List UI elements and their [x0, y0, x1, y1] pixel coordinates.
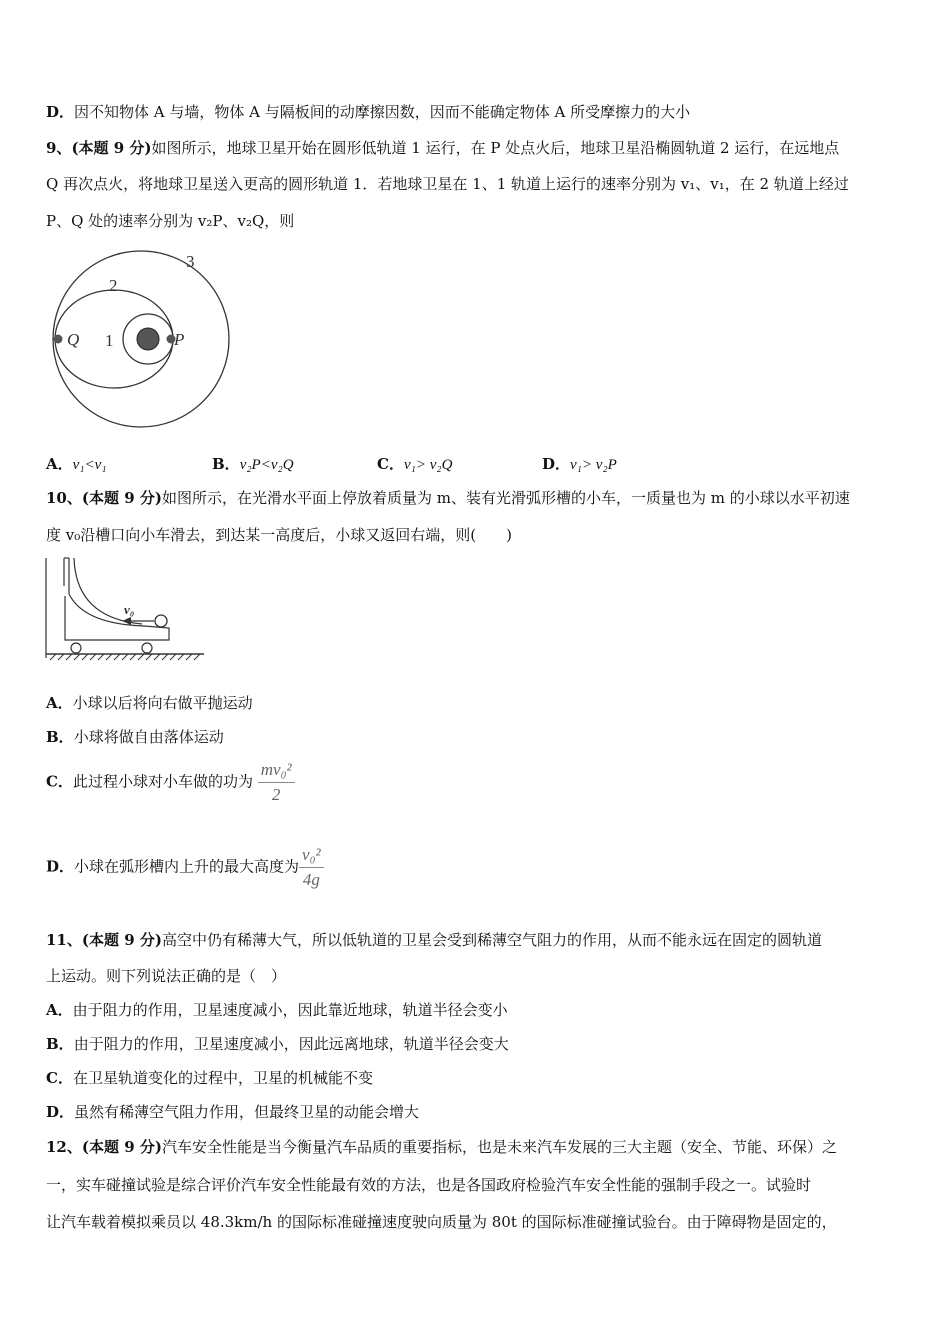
stem-text: 汽车安全性能是当今衡量汽车品质的重要指标，也是未来汽车发展的三大主题（安全、节能、环保）之	[161, 1138, 837, 1156]
q10-stem-line2: 度 v₀沿槽口向小车滑去，到达某一高度后，小球又返回右端，则( )	[46, 526, 512, 544]
q10-option-d[interactable]	[46, 845, 324, 890]
option-text: 小球以后将向右做平抛运动	[72, 694, 253, 712]
choice-label: D．	[542, 455, 571, 473]
label-p: P	[174, 330, 185, 349]
option-text: 因不知物体 A 与墙，物体 A 与隔板间的动摩擦因数，因而不能确定物体 A 所受摩擦力的大小	[74, 103, 691, 121]
q12-stem-line1	[46, 1136, 837, 1158]
choice-text: v₂P<v₂Q	[239, 457, 294, 473]
label-orbit-3: 3	[186, 252, 195, 271]
q9-choice-b[interactable]	[212, 453, 294, 474]
option-text: 小球将做自由落体运动	[73, 728, 224, 746]
option-label: A．	[46, 1001, 73, 1019]
option-label: A．	[46, 694, 73, 712]
q11-option-c[interactable]	[46, 1067, 373, 1089]
cart-body	[65, 558, 169, 640]
ball	[155, 615, 167, 627]
option-text: 由于阻力的作用，卫星速度减小，因此靠近地球，轨道半径会变小	[72, 1001, 508, 1019]
formula-denominator: 2	[271, 785, 281, 804]
option-text: 虽然有稀薄空气阻力作用，但最终卫星的动能会增大	[74, 1103, 420, 1121]
q10-option-a[interactable]	[46, 692, 253, 714]
option-text: 由于阻力的作用，卫星速度减小，因此远离地球，轨道半径会变大	[73, 1035, 509, 1053]
q11-option-a[interactable]	[46, 999, 508, 1021]
choice-label: C．	[377, 455, 404, 473]
option-label: B．	[46, 728, 74, 746]
wheel-left	[71, 643, 81, 653]
question-number: 9、	[46, 139, 72, 157]
q9-stem-line2: Q 再次点火，将地球卫星送入更高的圆形轨道 1．若地球卫星在 1、1 轨道上运行的速率分别为 v₁、v₁，在 2 轨道上经过	[46, 175, 849, 193]
question-number: 11、	[46, 931, 82, 949]
q10-option-c[interactable]	[46, 760, 295, 805]
option-label: D．	[46, 857, 75, 876]
question-score: (本题 9 分)	[81, 1138, 162, 1156]
option-text: 在卫星轨道变化的过程中，卫星的机械能不变	[72, 1069, 373, 1087]
label-orbit-2: 2	[109, 276, 118, 295]
formula-numerator: v₀²	[299, 845, 324, 868]
option-text: 此过程小球对小车做的功为	[72, 772, 253, 791]
choice-text: v₁<v₁	[72, 457, 107, 473]
q10-option-b[interactable]	[46, 726, 224, 748]
q12-stem-line3: 让汽车载着模拟乘员以 48.3km/h 的国际标准碰撞速度驶向质量为 80t 的国际标准碰撞试验台。由于障碍物是固定的，	[46, 1213, 837, 1231]
velocity-label: v₀	[124, 602, 135, 617]
question-number: 10、	[46, 489, 82, 507]
label-q: Q	[67, 330, 80, 349]
question-score: (本题 9 分)	[81, 931, 162, 949]
q9-choice-d[interactable]	[542, 453, 617, 474]
formula-numerator: mv₀²	[258, 760, 295, 783]
height-formula	[299, 845, 324, 890]
q11-option-d[interactable]	[46, 1101, 419, 1123]
q9-choice-c[interactable]	[377, 453, 452, 474]
question-score: (本题 9 分)	[71, 139, 152, 157]
q11-option-b[interactable]	[46, 1033, 509, 1055]
q10-cart-figure	[44, 556, 206, 662]
q11-stem-line1	[46, 929, 822, 951]
stem-text: 如图所示，地球卫星开始在圆形低轨道 1 运行，在 P 处点火后，地球卫星沿椭圆轨道 2 运行，在远地点	[151, 139, 840, 157]
stem-text: 如图所示，在光滑水平面上停放着质量为 m、装有光滑弧形槽的小车，一质量也为 m 的小球以水平初速	[161, 489, 850, 507]
choice-label: B．	[212, 455, 240, 473]
q9-stem-line3: P、Q 处的速率分别为 v₂P、v₂Q，则	[46, 212, 295, 230]
q9-choice-a[interactable]	[46, 453, 107, 474]
q10-stem-line1	[46, 487, 850, 509]
option-label: D．	[46, 103, 75, 121]
option-label: D．	[46, 1103, 75, 1121]
point-q-dot	[54, 335, 63, 344]
work-formula	[258, 760, 295, 805]
earth	[137, 328, 159, 350]
option-label: C．	[46, 772, 73, 791]
choice-text: v₁> v₂Q	[403, 457, 453, 473]
choice-text: v₁> v₂P	[570, 457, 617, 473]
q8-option-d	[46, 101, 690, 123]
question-number: 12、	[46, 1138, 82, 1156]
q12-stem-line2: 一，实车碰撞试验是综合评价汽车安全性能最有效的方法，也是各国政府检验汽车安全性能的强制手段之一。试验时	[46, 1176, 812, 1194]
option-label: B．	[46, 1035, 74, 1053]
wheel-right	[142, 643, 152, 653]
q11-stem-line2: 上运动。则下列说法正确的是（ ）	[46, 967, 287, 985]
label-orbit-1: 1	[105, 331, 114, 350]
option-label: C．	[46, 1069, 73, 1087]
formula-denominator: 4g	[302, 870, 320, 889]
stem-text: 高空中仍有稀薄大气，所以低轨道的卫星会受到稀薄空气阻力的作用，从而不能永远在固定的圆轨道	[161, 931, 822, 949]
ground-hatching	[50, 654, 200, 660]
q9-stem-line1	[46, 137, 839, 159]
choice-label: A．	[46, 455, 73, 473]
question-score: (本题 9 分)	[81, 489, 162, 507]
option-text: 小球在弧形槽内上升的最大高度为	[74, 857, 300, 876]
q9-orbit-figure	[48, 244, 238, 449]
